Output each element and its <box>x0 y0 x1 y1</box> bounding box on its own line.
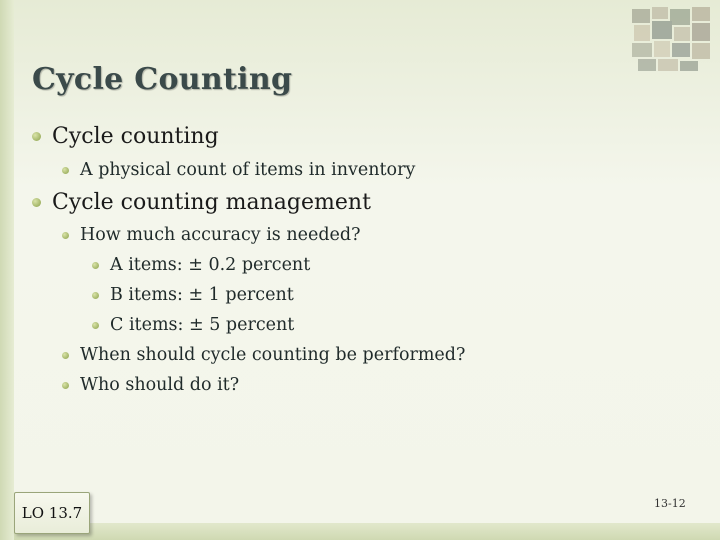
bullet-item <box>32 124 219 149</box>
bullet-text: Cycle counting <box>52 124 219 149</box>
bullet-text: C items: ± 5 percent <box>110 315 295 335</box>
bullet-icon <box>62 352 69 359</box>
bullet-icon <box>62 167 69 174</box>
bullet-text: Who should do it? <box>80 375 240 395</box>
bullet-text: When should cycle counting be performed? <box>80 345 466 365</box>
bottom-accent-band <box>14 523 720 540</box>
bullet-icon <box>92 292 99 299</box>
bullet-icon <box>92 262 99 269</box>
bullet-item <box>32 190 371 215</box>
learning-objective-badge: LO 13.7 <box>14 492 90 534</box>
sub-bullet-item <box>62 375 239 395</box>
left-accent-band <box>0 0 14 540</box>
bullet-icon <box>32 132 41 141</box>
bullet-text: B items: ± 1 percent <box>110 285 294 305</box>
bullet-text: Cycle counting management <box>52 190 371 215</box>
sub-bullet-item <box>62 225 360 245</box>
sub-sub-bullet-item <box>92 255 310 275</box>
bullet-icon <box>62 232 69 239</box>
bullet-text: How much accuracy is needed? <box>80 225 361 245</box>
slide-number: 13-12 <box>654 497 686 510</box>
bullet-icon <box>32 198 41 207</box>
sub-bullet-item <box>62 345 465 365</box>
bullet-icon <box>92 322 99 329</box>
sub-bullet-item <box>62 160 415 180</box>
bullet-icon <box>62 382 69 389</box>
bullet-text: A physical count of items in inventory <box>80 160 416 180</box>
slide-title: Cycle Counting <box>32 62 293 97</box>
sub-sub-bullet-item <box>92 285 294 305</box>
photo-collage-logo-icon <box>630 5 714 73</box>
sub-sub-bullet-item <box>92 315 294 335</box>
bullet-text: A items: ± 0.2 percent <box>110 255 311 275</box>
